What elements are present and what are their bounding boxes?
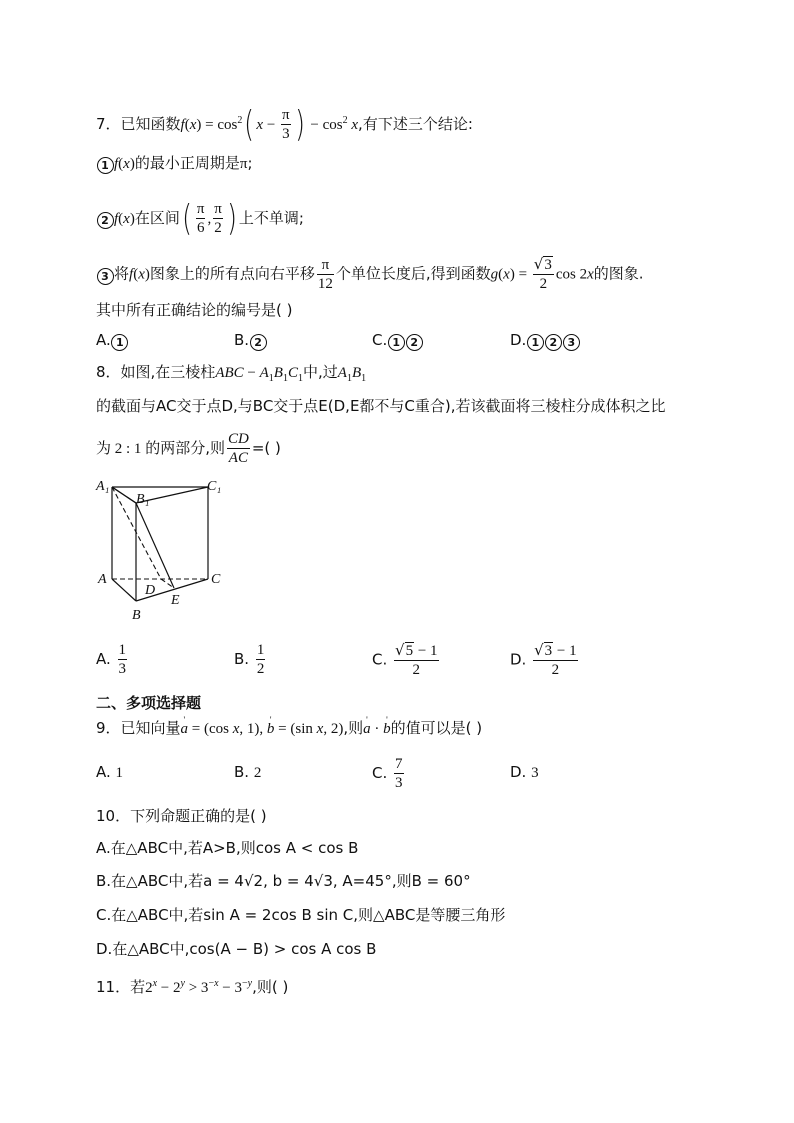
label-B: B	[132, 608, 141, 623]
q10-option-b: B.在△ABC中,若a = 4√2, b = 4√3, A=45°,则B = 60°	[96, 872, 471, 890]
q10-option-d: D.在△ABC中,cos(A − B) > cos A cos B	[96, 940, 377, 958]
q8-option-b: B. $\frac{1}{2}$	[234, 642, 265, 677]
q7-prompt: 其中所有正确结论的编号是( )	[96, 301, 293, 319]
q9-option-c: C. $\frac{7}{3}$	[372, 756, 403, 791]
q11-stem: 11．若$2^x - 2^y > 3^{-x} - 3^{-y}$,则( )	[96, 978, 289, 996]
label-B1: B₁	[136, 492, 150, 507]
q7-statement-2: 2 f(x)在区间( $\frac{\pi}{6}$ , $\frac{\pi}{2}$ ) 上不单调;	[96, 200, 304, 237]
label-E: E	[171, 593, 180, 608]
q8-stem: 8．如图,在三棱柱ABC − $A_1B_1C_1$中,过$A_1B_1$	[96, 363, 367, 384]
q7-option-d: D. 1 2 3	[510, 330, 580, 351]
q9-stem: 9．已知向量' a = (cos x, 1), ' b = (sin x, 2),则' a · ' b的值可以是( )	[96, 718, 482, 739]
label-A: A	[98, 572, 107, 587]
q10-option-a: A.在△ABC中,若A>B,则cos A < cos B	[96, 839, 359, 857]
circled-2-icon: 2	[97, 212, 114, 229]
q7-option-a: A. 1	[96, 330, 129, 351]
section-heading: 二、多项选择题	[96, 694, 202, 712]
circled-3-icon: 3	[97, 268, 114, 285]
q10-stem: 10．下列命题正确的是( )	[96, 807, 267, 825]
q8-option-c: C. $\frac{√5 - 1}{2}$	[372, 641, 438, 678]
q7-option-c: C. 1 2	[372, 330, 423, 351]
prism-figure	[90, 473, 230, 623]
label-D: D	[145, 583, 156, 598]
label-C: C	[211, 572, 221, 587]
q7-option-b: B. 2	[234, 330, 267, 351]
q7-stem: 7．已知函数$f(x) = \cos^2$( x − $\frac{\pi}{3}$ ) − $\cos^2 x$,有下述三个结论:	[96, 103, 473, 145]
q10-option-c: C.在△ABC中,若sin A = 2cos B sin C,则△ABC是等腰三角形	[96, 906, 506, 924]
q7-statement-1: 1 f(x)的最小正周期是π;	[96, 153, 253, 174]
circled-1-icon: 1	[97, 157, 114, 174]
label-A1: A₁	[96, 479, 110, 494]
q9-option-b: B. 2	[234, 763, 262, 781]
q8-line-3: 为 2 : 1 的两部分,则 $\frac{CD}{AC}$ =( )	[96, 431, 281, 466]
q8-line-2: 的截面与AC交于点D,与BC交于点E(D,E都不与C重合),若该截面将三棱柱分成体积之比	[96, 397, 666, 415]
q9-option-d: D. 3	[510, 763, 539, 781]
q7-statement-3: 3 将f(x)图象上的所有点向右平移 $\frac{\pi}{12}$ 个单位长度后,得到函数g(x) = $\frac{√3}{2}$ cos 2x的图象.	[96, 255, 644, 293]
q9-option-a: A. 1	[96, 763, 124, 781]
q8-option-d: D. $\frac{√3 - 1}{2}$	[510, 641, 577, 678]
q8-option-a: A. $\frac{1}{3}$	[96, 642, 127, 677]
label-C1: C₁	[207, 479, 222, 494]
